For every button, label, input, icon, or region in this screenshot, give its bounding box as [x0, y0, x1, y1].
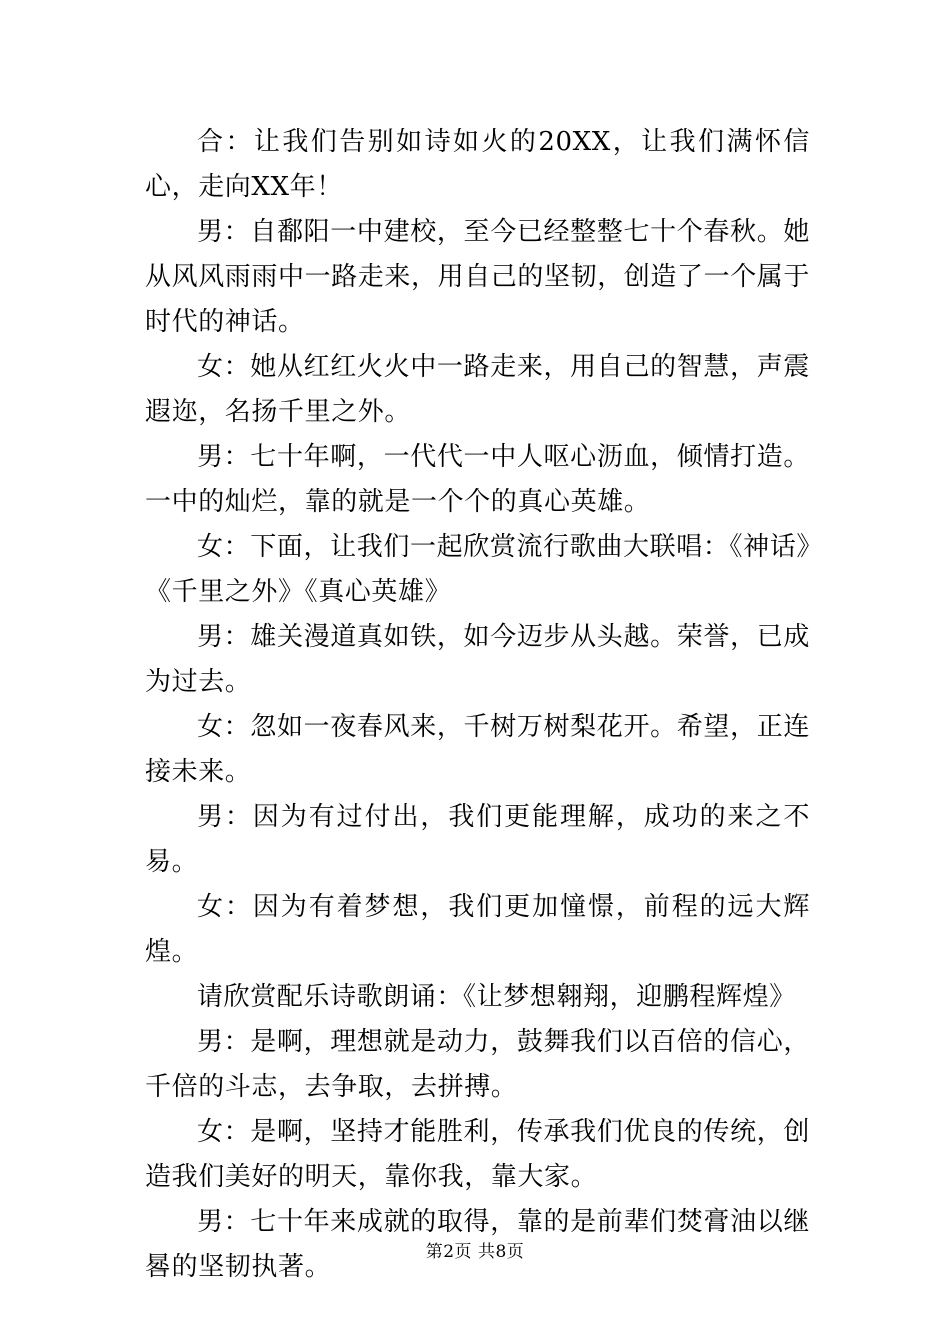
paragraph: 请欣赏配乐诗歌朗诵：《让梦想翱翔，迎鹏程辉煌》	[197, 982, 796, 1012]
document-body	[145, 120, 810, 1290]
paragraph: 男：自鄱阳一中建校，至今已经整整七十个春秋。她从风风雨雨中一路走来，用自己的坚韧，创造了一个属于时代的神话。	[145, 217, 811, 337]
paragraph: 男：雄关漫道真如铁，如今迈步从头越。荣誉，已成为过去。	[145, 622, 810, 697]
paragraph: 女：因为有着梦想，我们更加憧憬，前程的远大辉煌。	[145, 892, 810, 967]
paragraph: 女：是啊，坚持才能胜利，传承我们优良的传统，创造我们美好的明天，靠你我，靠大家。	[145, 1117, 810, 1192]
paragraph: 女：忽如一夜春风来，千树万树梨花开。希望，正连接未来。	[145, 712, 810, 787]
paragraph: 女：下面，让我们一起欣赏流行歌曲大联唱：《神话》《千里之外》《真心英雄》	[145, 532, 810, 607]
paragraph: 合：让我们告别如诗如火的20XX，让我们满怀信心，走向XX年！	[145, 127, 810, 202]
page-footer: 第2页 共8页	[425, 1242, 525, 1262]
paragraph: 男：七十年来成就的取得，靠的是前辈们焚膏油以继晷的坚韧执著。	[145, 1207, 810, 1282]
paragraph: 男：七十年啊，一代代一中人呕心沥血，倾情打造。一中的灿烂，靠的就是一个个的真心英雄。	[145, 442, 810, 517]
paragraph: 女：她从红红火火中一路走来，用自己的智慧，声震遐迩，名扬千里之外。	[145, 352, 810, 427]
paragraph: 男：因为有过付出，我们更能理解，成功的来之不易。	[145, 802, 810, 877]
paragraph: 男：是啊，理想就是动力，鼓舞我们以百倍的信心，千倍的斗志，去争取，去拼搏。	[145, 1027, 810, 1102]
